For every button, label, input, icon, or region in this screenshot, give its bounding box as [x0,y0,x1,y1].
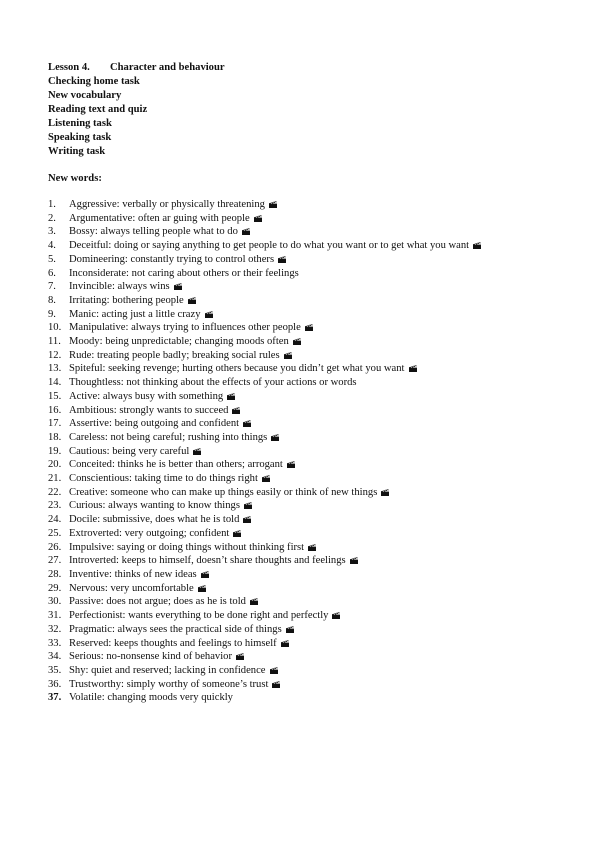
film-clapper-icon [286,626,294,633]
vocabulary-item-definition: Active: always busy with something [69,390,224,402]
vocabulary-item [48,417,578,431]
vocabulary-item [48,431,578,445]
film-clapper-icon [293,338,301,345]
vocabulary-item-definition: Creative: someone who can make up things easily or think of new things [69,486,378,498]
vocabulary-item-definition: Inventive: thinks of new ideas [69,568,197,580]
film-clapper-icon [305,324,313,331]
vocabulary-item [48,335,578,349]
lesson-title-line [48,61,578,75]
vocabulary-item [48,527,578,541]
vocabulary-item-number: 12. [48,349,62,361]
vocabulary-item [48,650,578,664]
vocabulary-item-definition: Shy: quiet and reserved; lacking in confidence [69,664,266,676]
vocabulary-item-number: 15. [48,390,62,402]
film-clapper-icon [350,557,358,564]
vocabulary-item [48,253,578,267]
film-clapper-icon [233,530,241,537]
vocabulary-item [48,362,578,376]
vocabulary-item-number: 1. [48,199,56,210]
vocabulary-item-number: 8. [48,294,56,306]
vocabulary-item-number: 2. [48,212,56,224]
vocabulary-item-number: 32. [48,623,62,635]
vocabulary-item-definition: Docile: submissive, does what he is told [69,514,240,526]
vocabulary-item [48,267,578,281]
vocabulary-item-number: 14. [48,377,62,389]
vocabulary-item [48,541,578,555]
film-clapper-icon [281,640,289,647]
vocabulary-item-number: 27. [48,555,62,567]
vocabulary-item [48,239,578,253]
vocabulary-item-definition: Conscientious: taking time to do things right [69,473,258,485]
vocabulary-item-number: 35. [48,664,62,676]
vocabulary-item-number: 29. [48,582,62,594]
vocabulary-item [48,472,578,486]
vocabulary-item-number: 17. [48,418,62,430]
lesson-header [48,61,578,159]
film-clapper-icon [201,571,209,578]
vocabulary-item-number: 24. [48,514,62,526]
vocabulary-item [48,376,578,390]
vocabulary-item-number: 20. [48,459,62,471]
vocabulary-item-number: 5. [48,253,56,265]
vocabulary-item-number: 18. [48,431,62,443]
vocabulary-item-definition: Curious: always wanting to know things [69,500,240,512]
vocabulary-item-number: 6. [48,267,56,279]
agenda-item: New vocabulary [48,90,122,101]
vocabulary-item [48,609,578,623]
vocabulary-item-definition: Invincible: always wins [69,281,170,293]
vocabulary-item-number: 30. [48,596,62,608]
vocabulary-item-definition: Serious: no-nonsense kind of behavior [69,651,232,663]
vocabulary-item [48,390,578,404]
film-clapper-icon [271,434,279,441]
vocabulary-item-definition: Trustworthy: simply worthy of someone’s trust [69,678,269,690]
film-clapper-icon [381,489,389,496]
vocabulary-item-definition: Pragmatic: always sees the practical side of things [69,623,282,635]
vocabulary-item-definition: Rude: treating people badly; breaking social rules [69,349,280,361]
vocabulary-item-number: 4. [48,240,56,252]
lesson-number: Lesson 4. [48,62,90,73]
film-clapper-icon [270,667,278,674]
vocabulary-item [48,404,578,418]
document-content [48,61,578,705]
vocabulary-item-definition: Introverted: keeps to himself, doesn’t share thoughts and feelings [69,555,346,567]
vocabulary-item-definition: Argumentative: often ar guing with people [69,212,250,224]
lesson-title: Character and behaviour [110,62,225,73]
vocabulary-item [48,349,578,363]
vocabulary-item [48,691,578,705]
vocabulary-item [48,212,578,226]
agenda-item: Writing task [48,146,106,157]
vocabulary-item [48,637,578,651]
film-clapper-icon [188,297,196,304]
film-clapper-icon [244,502,252,509]
film-clapper-icon [332,612,340,619]
film-clapper-icon [278,256,286,263]
film-clapper-icon [236,653,244,660]
film-clapper-icon [254,215,262,222]
film-clapper-icon [284,352,292,359]
vocabulary-item [48,595,578,609]
vocabulary-item-definition: Manic: acting just a little crazy [69,308,201,320]
vocabulary-item-number: 10. [48,322,62,334]
film-clapper-icon [272,681,280,688]
film-clapper-icon [243,420,251,427]
agenda-item: Speaking task [48,132,112,143]
vocabulary-item [48,664,578,678]
agenda-item: Reading text and quiz [48,104,148,115]
vocabulary-item-definition: Ambitious: strongly wants to succeed [69,404,229,416]
vocabulary-item [48,445,578,459]
vocabulary-item-definition: Bossy: always telling people what to do [69,226,238,238]
vocabulary-item-definition: Extroverted: very outgoing; confident [69,527,230,539]
film-clapper-icon [308,544,316,551]
film-clapper-icon [205,311,213,318]
vocabulary-list [48,198,578,705]
vocabulary-item-definition: Aggressive: verbally or physically threatening [69,199,265,210]
film-clapper-icon [227,393,235,400]
vocabulary-item [48,294,578,308]
vocabulary-item-definition: Impulsive: saying or doing things without thinking first [69,541,305,553]
vocabulary-item-definition: Conceited: thinks he is better than others; arrogant [69,459,283,471]
vocabulary-item [48,582,578,596]
vocabulary-item [48,308,578,322]
film-clapper-icon [473,242,481,249]
film-clapper-icon [409,365,417,372]
vocabulary-item-definition: Spiteful: seeking revenge; hurting others because you didn’t get what you want [69,363,405,375]
vocabulary-item-definition: Thoughtless: not thinking about the effects of your actions or words [69,377,357,389]
film-clapper-icon [262,475,270,482]
vocabulary-item-number: 21. [48,473,62,485]
vocabulary-item-definition: Careless: not being careful; rushing into things [69,431,268,443]
vocabulary-item-number: 9. [48,308,56,320]
vocabulary-item [48,623,578,637]
agenda-item: Listening task [48,118,112,129]
vocabulary-item-number: 11. [48,336,61,348]
section-title: New words: [48,173,102,184]
vocabulary-item-number: 31. [48,610,62,622]
vocabulary-item-number: 16. [48,404,62,416]
film-clapper-icon [232,407,240,414]
vocabulary-item [48,458,578,472]
agenda-item: Checking home task [48,76,140,87]
film-clapper-icon [193,448,201,455]
vocabulary-item-definition: Perfectionist: wants everything to be done right and perfectly [69,610,329,622]
vocabulary-item-number: 33. [48,637,62,649]
vocabulary-item-number: 37. [48,692,62,704]
film-clapper-icon [287,461,295,468]
vocabulary-item [48,198,578,212]
vocabulary-item-number: 7. [48,281,56,293]
film-clapper-icon [198,585,206,592]
vocabulary-item-definition: Domineering: constantly trying to control others [69,253,275,265]
vocabulary-item-number: 23. [48,500,62,512]
vocabulary-item [48,225,578,239]
vocabulary-item [48,678,578,692]
vocabulary-item-number: 3. [48,226,56,238]
vocabulary-item [48,280,578,294]
vocabulary-item-definition: Assertive: being outgoing and confident [69,418,240,430]
vocabulary-item-definition: Reserved: keeps thoughts and feelings to himself [69,637,277,649]
vocabulary-item-number: 34. [48,651,62,663]
vocabulary-item-definition: Deceitful: doing or saying anything to get people to do what you want or to get what you want [69,240,470,252]
vocabulary-item-definition: Inconsiderate: not caring about others or their feelings [69,267,299,279]
vocabulary-item-definition: Moody: being unpredictable; changing moods often [69,336,289,348]
vocabulary-item-definition: Nervous: very uncomfortable [69,582,194,594]
vocabulary-item [48,499,578,513]
vocabulary-item-number: 36. [48,678,62,690]
vocabulary-item-number: 13. [48,363,62,375]
vocabulary-item [48,486,578,500]
film-clapper-icon [250,598,258,605]
vocabulary-item-number: 26. [48,541,62,553]
vocabulary-item-number: 22. [48,486,62,498]
vocabulary-item [48,568,578,582]
vocabulary-item-number: 25. [48,527,62,539]
film-clapper-icon [174,283,182,290]
vocabulary-item-definition: Passive: does not argue; does as he is told [69,596,246,608]
vocabulary-item [48,321,578,335]
vocabulary-item-definition: Cautious: being very careful [69,445,190,457]
vocabulary-item-definition: Irritating: bothering people [69,294,184,306]
vocabulary-item-number: 19. [48,445,62,457]
vocabulary-item-number: 28. [48,568,62,580]
film-clapper-icon [243,516,251,523]
vocabulary-item [48,554,578,568]
vocabulary-item-definition: Volatile: changing moods very quickly [69,692,233,704]
vocabulary-item [48,513,578,527]
film-clapper-icon [269,201,277,208]
film-clapper-icon [242,228,250,235]
vocabulary-item-definition: Manipulative: always trying to influences other people [69,322,301,334]
